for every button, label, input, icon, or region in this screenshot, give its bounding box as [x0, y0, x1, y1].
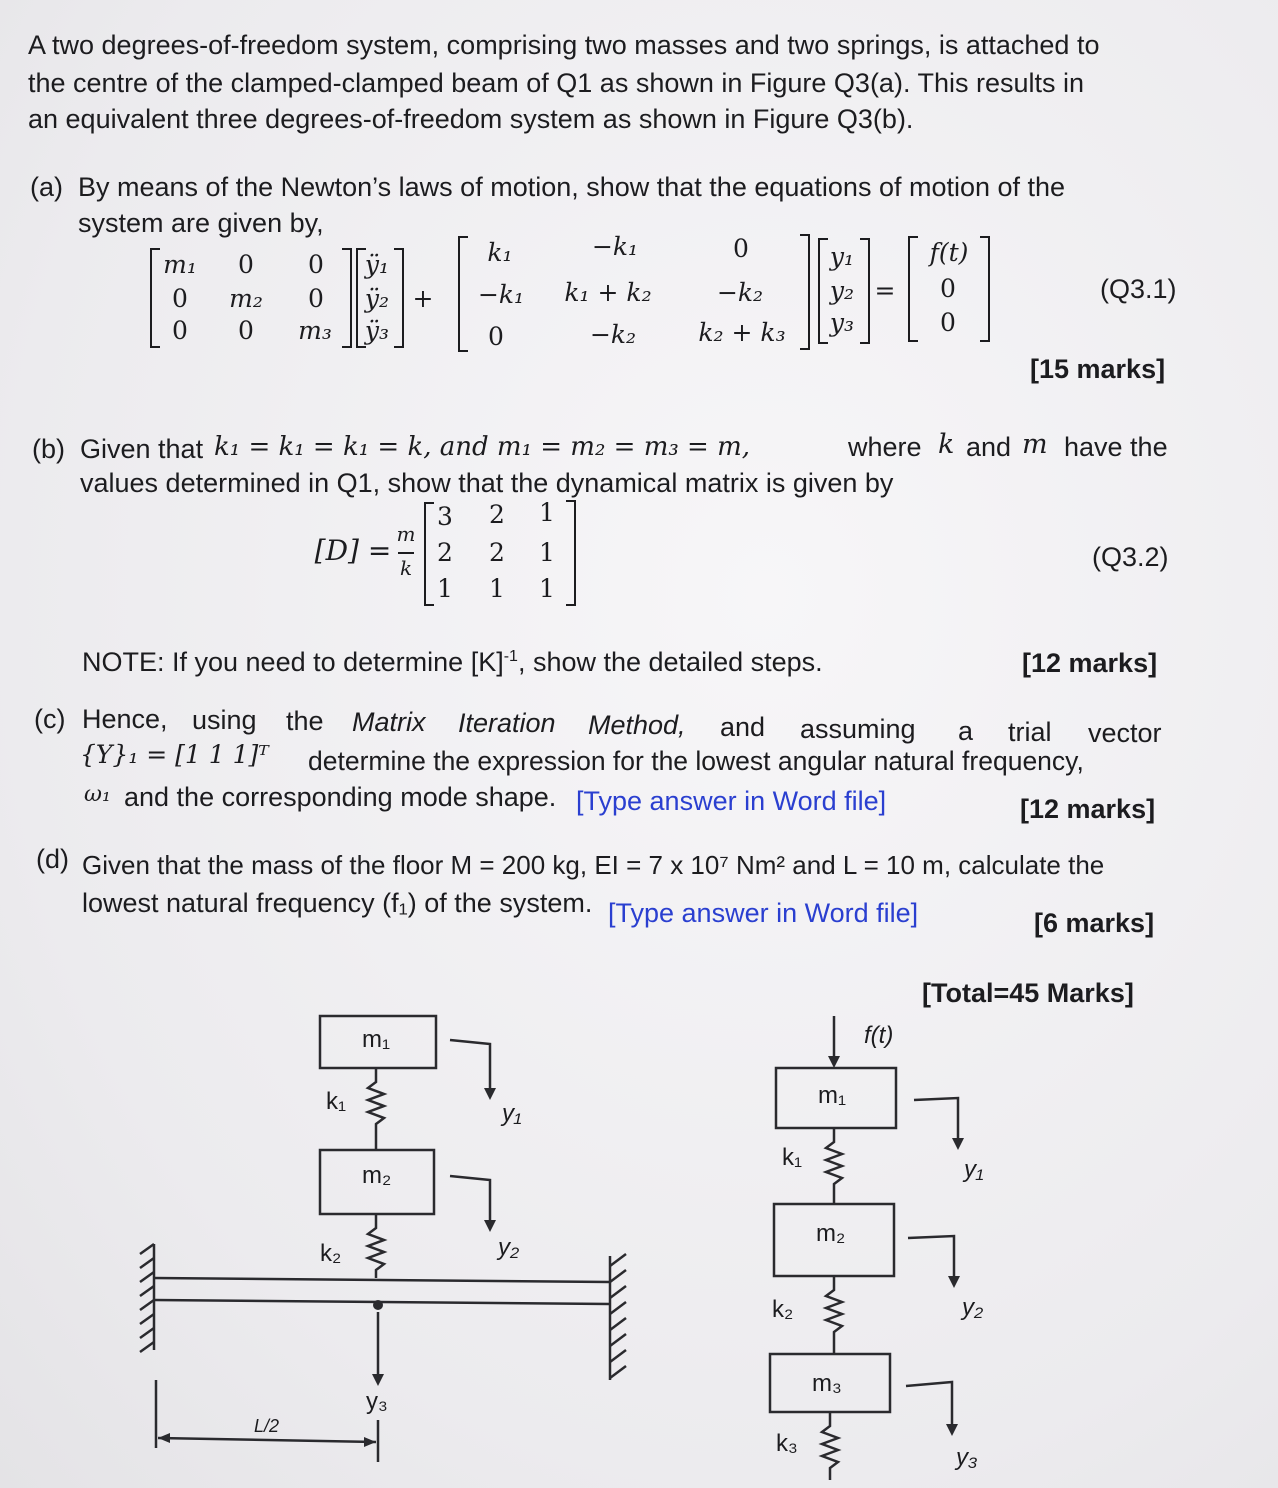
part-c-w10: trial — [1008, 717, 1052, 747]
fig-b-force-arrowhead — [828, 1056, 840, 1068]
mass-m32: 0 — [238, 316, 254, 345]
part-b-line-1-pre: Given that — [80, 434, 204, 464]
part-d-type-answer: [Type answer in Word file] — [608, 898, 919, 928]
mass-m12: 0 — [238, 250, 254, 279]
part-c-label: (c) — [34, 704, 66, 734]
part-c-line-3-post: and the corresponding mode shape. — [124, 782, 557, 812]
part-a-label: (a) — [30, 172, 63, 202]
stiff-k11: k₁ — [487, 238, 513, 267]
mass-m31: 0 — [172, 316, 188, 345]
part-c-w11: vector — [1088, 718, 1162, 748]
fig-b-spring-1 — [826, 1128, 842, 1204]
fig-b-y3-label: y₃ — [956, 1444, 978, 1471]
acc-3: ÿ₃ — [364, 316, 390, 345]
stiff-k12: −k₁ — [591, 232, 639, 261]
fig-a-m2-label: m₂ — [362, 1162, 392, 1189]
intro-line-1: A two degrees-of-freedom system, comprising two masses and two springs, is attached to — [28, 30, 1100, 60]
fig-b-m2-label: m₂ — [816, 1220, 846, 1247]
fig-b-spring-3 — [822, 1412, 838, 1480]
part-c-marks: [12 marks] — [1020, 794, 1156, 824]
d-label: [D] = — [314, 534, 392, 567]
fig-b-k3-label: k₃ — [776, 1430, 798, 1457]
fig-a-half-length-label: L/2 — [254, 1416, 280, 1436]
force-2: 0 — [940, 274, 956, 303]
part-c-type-answer: [Type answer in Word file] — [576, 786, 887, 816]
acc-1: ÿ₁ — [364, 250, 390, 279]
fig-b-m1-label: m₁ — [818, 1082, 847, 1109]
d-12: 2 — [489, 500, 505, 529]
note-sup: -1 — [503, 648, 518, 665]
part-b-line-1-m: m — [1022, 429, 1048, 460]
part-c-w1: Hence, — [82, 704, 168, 734]
note-main: NOTE: If you need to determine [K] — [82, 647, 504, 677]
part-c-w9: a — [958, 716, 974, 746]
fig-a-k2-label: k₂ — [320, 1240, 342, 1267]
fig-b-y3-arrow — [906, 1382, 952, 1428]
d-21: 2 — [437, 538, 453, 567]
fig-b-y2-arrow — [908, 1236, 954, 1280]
part-c-w5: Iteration — [458, 708, 556, 738]
fig-a-m1-label: m₁ — [362, 1026, 391, 1053]
eq-number-q32: (Q3.2) — [1092, 542, 1169, 572]
part-b-line-1-where: where — [848, 432, 922, 462]
total-marks: [Total=45 Marks] — [922, 978, 1134, 1008]
frac-den: k — [399, 556, 413, 580]
force-1: f(t) — [929, 238, 969, 267]
stiff-k13: 0 — [733, 234, 749, 263]
stiff-k23: −k₂ — [716, 278, 764, 307]
fig-b-spring-2 — [826, 1276, 842, 1354]
fig-b-k1-label: k₁ — [782, 1144, 803, 1171]
disp-3: y₃ — [829, 308, 855, 337]
d-23: 1 — [539, 538, 555, 567]
d-11: 3 — [437, 502, 453, 531]
note-post: , show the detailed steps. — [517, 647, 823, 677]
plus-sign: + — [412, 284, 434, 313]
stiff-k21: −k₁ — [477, 280, 525, 309]
part-b-line-1-and: and — [966, 432, 1012, 462]
disp-2: y₂ — [829, 276, 855, 305]
fig-a-k1-label: k₁ — [326, 1088, 347, 1115]
fig-b-force-label: f(t) — [864, 1022, 894, 1049]
fig-b-y2-arrowhead — [948, 1276, 960, 1288]
stiff-k33: k₂ + k₃ — [698, 318, 786, 347]
part-b-line-2: values determined in Q1, show that the dynamical matrix is given by — [80, 468, 894, 498]
d-13: 1 — [539, 498, 555, 527]
part-d-marks: [6 marks] — [1034, 908, 1155, 938]
part-a-marks: [15 marks] — [1030, 354, 1166, 384]
part-b-marks: [12 marks] — [1022, 648, 1158, 678]
part-c-line-2-math: {Y}₁ = [1 1 1]ᵀ — [80, 740, 269, 769]
part-c-omega: ω₁ — [84, 782, 111, 807]
d-22: 2 — [489, 538, 505, 567]
d-31: 1 — [437, 574, 453, 603]
d-32: 1 — [489, 574, 505, 603]
intro-line-3: an equivalent three degrees-of-freedom system as shown in Figure Q3(b). — [28, 104, 914, 134]
part-a-line-2: system are given by, — [78, 208, 324, 238]
part-c-w4: Matrix — [352, 707, 426, 737]
intro-line-2: the centre of the clamped-clamped beam of Q1 as shown in Figure Q3(a). This results in — [28, 68, 1085, 98]
part-c-w7: and — [720, 712, 766, 742]
mass-m21: 0 — [172, 284, 188, 313]
fig-b-y3-arrowhead — [946, 1424, 958, 1436]
d-33: 1 — [539, 574, 555, 603]
frac-num: m — [396, 522, 416, 546]
part-d-line-2-pre: lowest natural frequency (f₁) of the system. — [82, 888, 593, 918]
part-b-label: (b) — [32, 434, 65, 464]
fig-a-y2-label: y₂ — [498, 1234, 520, 1261]
fig-b-y2-label: y₂ — [962, 1294, 984, 1321]
fig-b-y1-label: y₁ — [964, 1156, 984, 1183]
force-3: 0 — [940, 308, 956, 337]
part-d-line-1: Given that the mass of the floor M = 200 kg, EI = 7 x 10⁷ Nm² and L = 10 m, calculate the — [82, 850, 1105, 880]
part-c-line-2-post: determine the expression for the lowest angular natural frequency, — [308, 746, 1084, 776]
disp-1: y₁ — [829, 242, 855, 271]
mass-m33: m₃ — [298, 316, 332, 345]
part-c-w8: assuming — [800, 714, 916, 744]
mass-m23: 0 — [308, 284, 324, 313]
part-c-w3: the — [286, 706, 324, 736]
mass-m13: 0 — [308, 250, 324, 279]
mass-m22: m₂ — [229, 284, 263, 313]
equals-sign: = — [874, 276, 896, 305]
part-c-w6: Method, — [588, 710, 686, 740]
part-c-w2: using — [192, 705, 257, 735]
part-b-line-1-math: k₁ = k₁ = k₁ = k, and m₁ = m₂ = m₃ = m, — [214, 432, 751, 462]
fig-b-m3-label: m₃ — [812, 1370, 842, 1397]
fig-a-y3-label: y₃ — [366, 1388, 388, 1415]
fig-b-y1-arrow — [914, 1098, 958, 1142]
part-b-line-1-k: k — [938, 429, 955, 460]
stiff-k31: 0 — [488, 322, 504, 351]
fig-b-y1-arrowhead — [952, 1138, 964, 1150]
part-a-line-1: By means of the Newton’s laws of motion, show that the equations of motion of the — [78, 172, 1066, 202]
mass-m11: m₁ — [163, 250, 197, 279]
part-b-line-1-post: have the — [1064, 432, 1168, 462]
fig-a-y1-label: y₁ — [502, 1100, 522, 1127]
eq-number-q31: (Q3.1) — [1100, 274, 1177, 304]
stiff-k32: −k₂ — [589, 320, 637, 349]
stiff-k22: k₁ + k₂ — [564, 278, 652, 307]
part-d-label: (d) — [36, 844, 69, 874]
fig-b-k2-label: k₂ — [772, 1296, 794, 1323]
acc-2: ÿ₂ — [364, 284, 390, 313]
